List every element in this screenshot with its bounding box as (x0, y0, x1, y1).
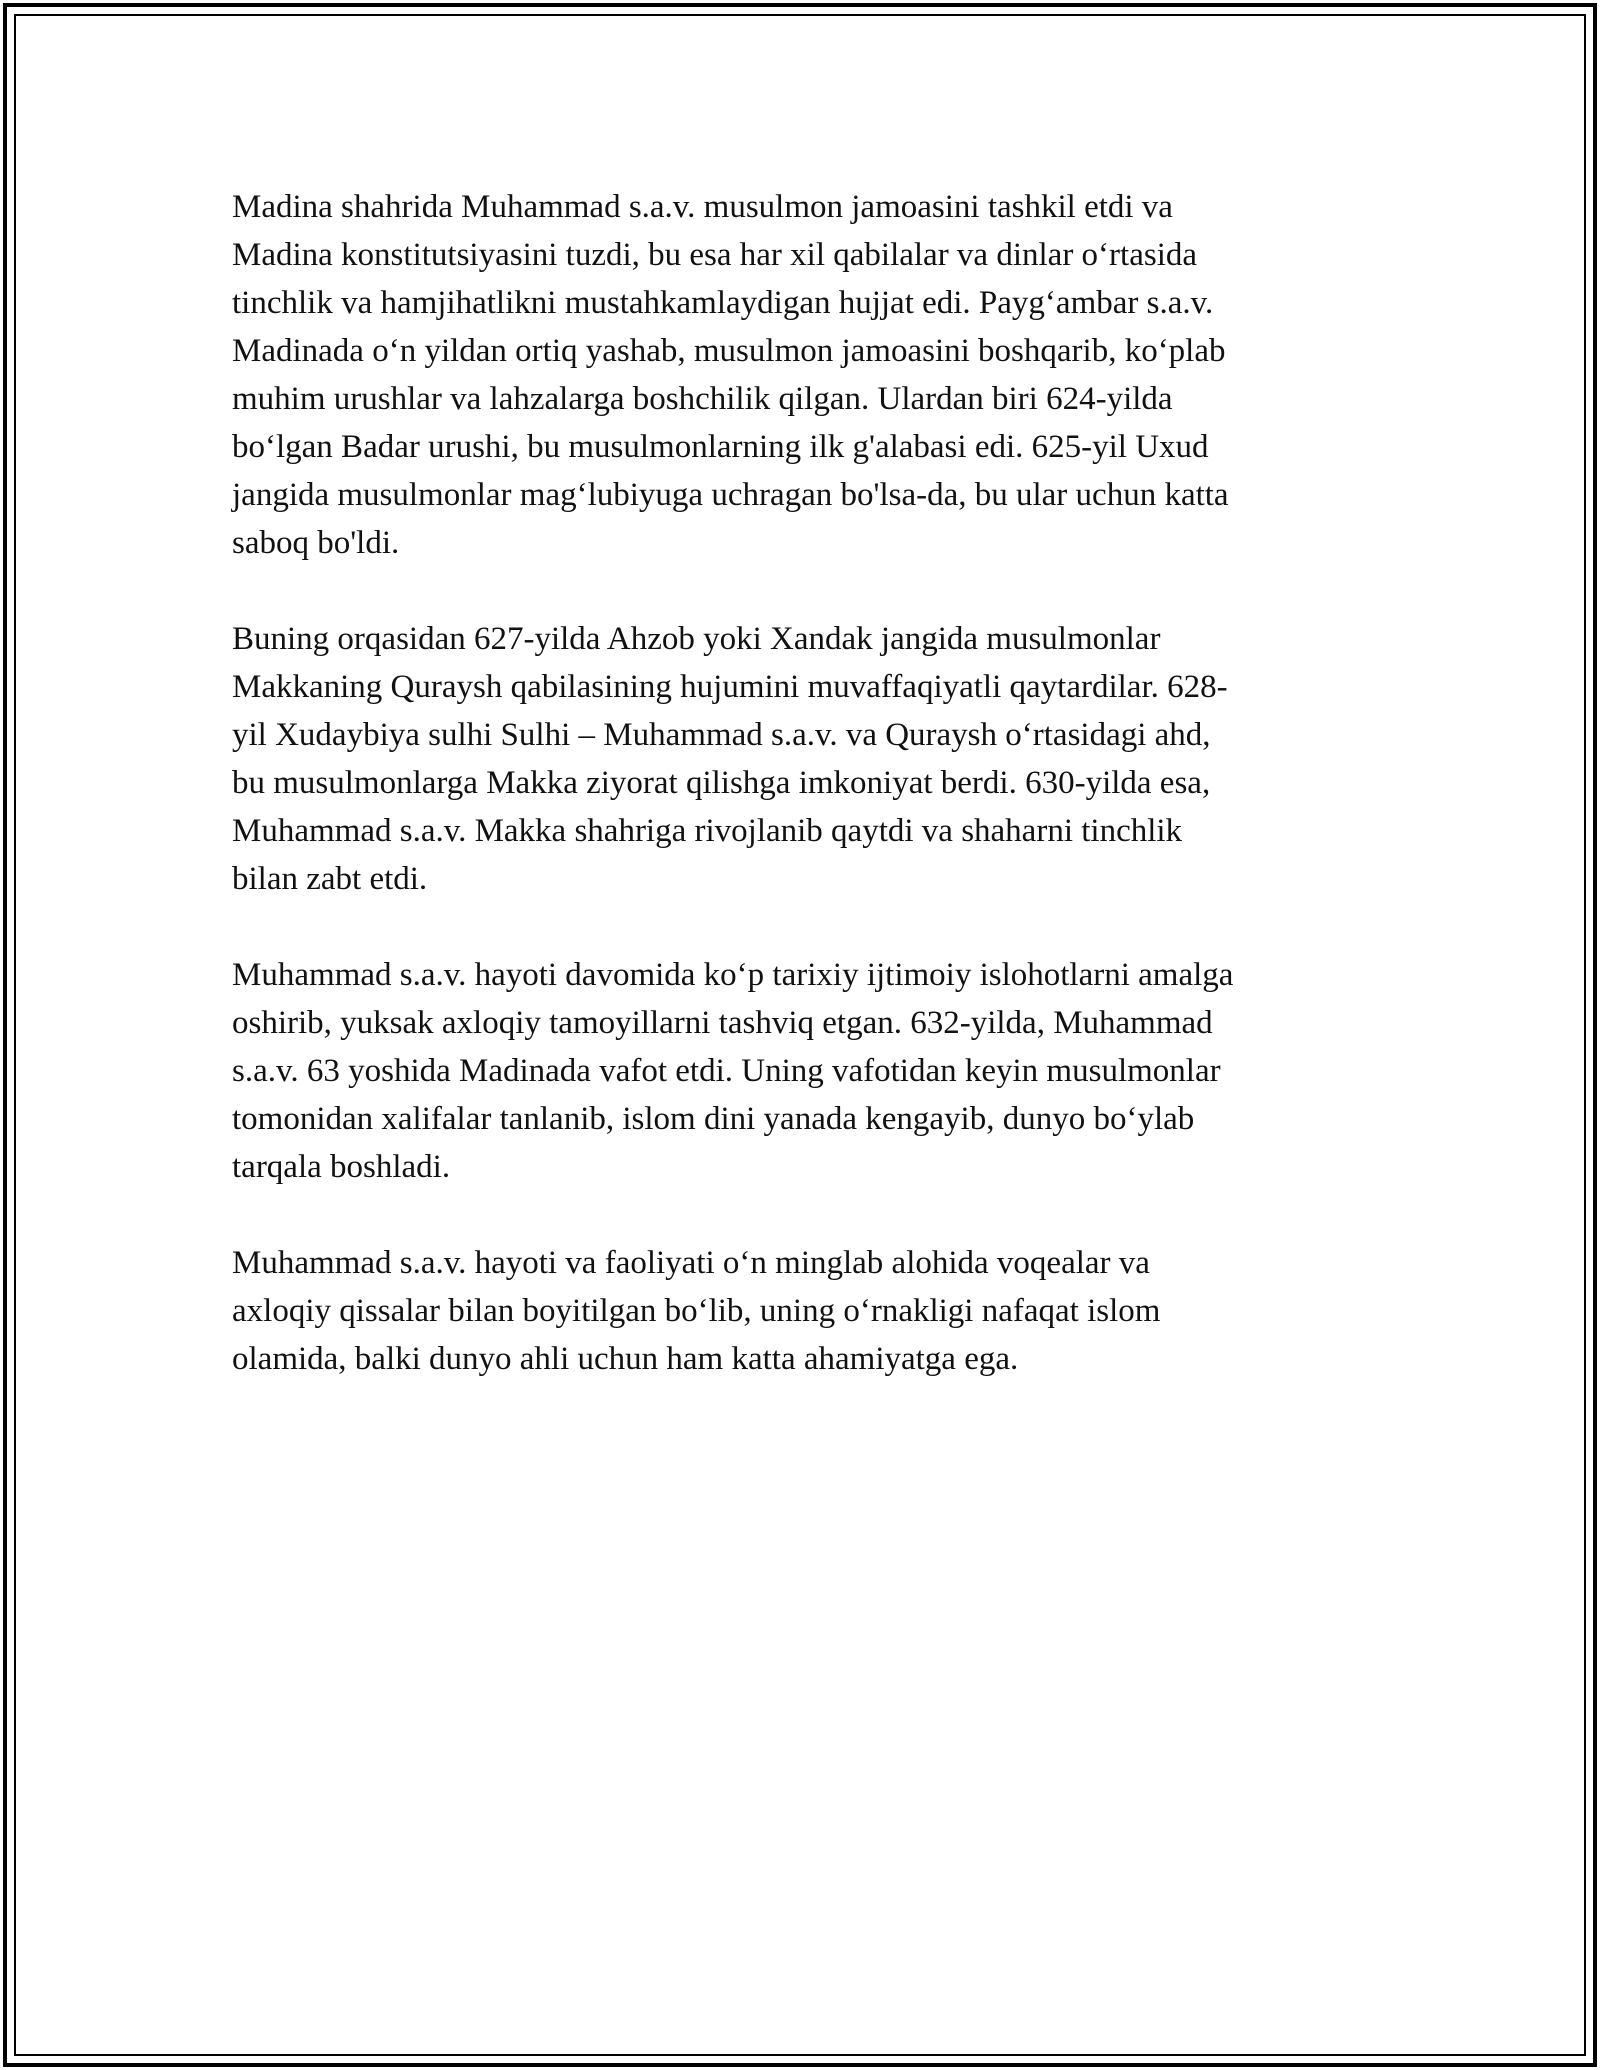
text-line: muhim urushlar va lahzalarga boshchilik qilgan. Ulardan biri 624-yilda (232, 381, 1173, 417)
text-line: saboq bo'ldi. (232, 525, 400, 561)
paragraph-2 (232, 615, 1372, 903)
text-line: Madinada o‘n yildan ortiq yashab, musulmon jamoasini boshqarib, ko‘plab (232, 333, 1226, 369)
text-line: jangida musulmonlar mag‘lubiyuga uchragan bo'lsa-da, bu ular uchun katta (232, 477, 1229, 513)
text-line: Madina konstitutsiyasini tuzdi, bu esa har xil qabilalar va dinlar o‘rtasida (232, 237, 1198, 273)
document-body (232, 183, 1372, 1431)
text-line: yil Xudaybiya sulhi Sulhi – Muhammad s.a.v. va Quraysh o‘rtasidagi ahd, (232, 717, 1211, 753)
text-line: olamida, balki dunyo ahli uchun ham katta ahamiyatga ega. (232, 1341, 1019, 1377)
paragraph-1 (232, 183, 1372, 567)
text-line: axloqiy qissalar bilan boyitilgan bo‘lib, uning o‘rnakligi nafaqat islom (232, 1293, 1161, 1329)
text-line: tinchlik va hamjihatlikni mustahkamlaydigan hujjat edi. Payg‘ambar s.a.v. (232, 285, 1214, 321)
text-line: tarqala boshladi. (232, 1149, 451, 1185)
paragraph-4 (232, 1239, 1372, 1383)
text-line: Muhammad s.a.v. Makka shahriga rivojlanib qaytdi va shaharni tinchlik (232, 813, 1183, 849)
text-line: Madina shahrida Muhammad s.a.v. musulmon jamoasini tashkil etdi va (232, 189, 1173, 225)
paragraph-3 (232, 951, 1372, 1191)
text-line: bu musulmonlarga Makka ziyorat qilishga imkoniyat berdi. 630-yilda esa, (232, 765, 1211, 801)
text-line: bilan zabt etdi. (232, 861, 428, 897)
text-line: Muhammad s.a.v. hayoti davomida ko‘p tarixiy ijtimoiy islohotlarni amalga (232, 957, 1234, 993)
text-line: Makkaning Quraysh qabilasining hujumini muvaffaqiyatli qaytardilar. 628- (232, 669, 1228, 705)
text-line: Buning orqasidan 627-yilda Ahzob yoki Xandak jangida musulmonlar (232, 621, 1161, 657)
text-line: oshirib, yuksak axloqiy tamoyillarni tashviq etgan. 632-yilda, Muhammad (232, 1005, 1213, 1041)
text-line: Muhammad s.a.v. hayoti va faoliyati o‘n minglab alohida voqealar va (232, 1245, 1150, 1281)
text-line: bo‘lgan Badar urushi, bu musulmonlarning ilk g'alabasi edi. 625-yil Uxud (232, 429, 1209, 465)
text-line: tomonidan xalifalar tanlanib, islom dini yanada kengayib, dunyo bo‘ylab (232, 1101, 1195, 1137)
text-line: s.a.v. 63 yoshida Madinada vafot etdi. Uning vafotidan keyin musulmonlar (232, 1053, 1221, 1089)
